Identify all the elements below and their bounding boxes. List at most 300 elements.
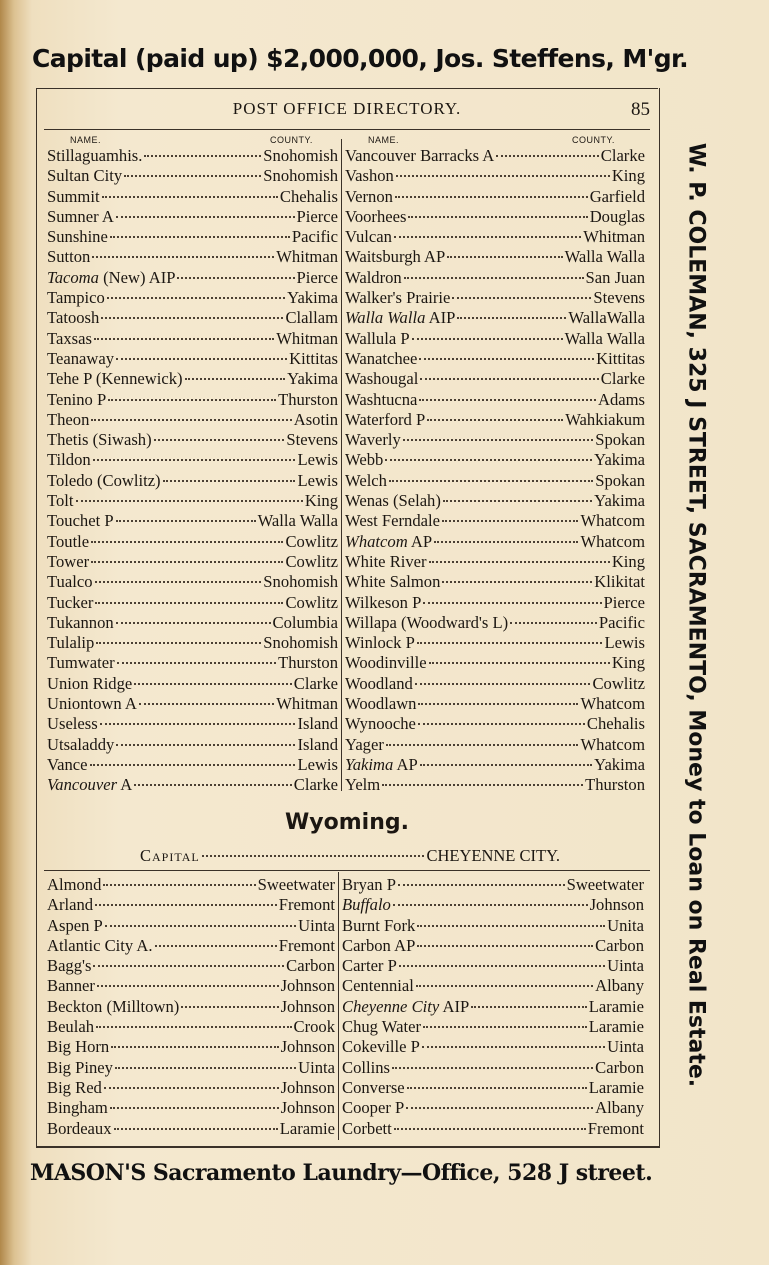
place-name: White River <box>345 551 427 571</box>
place-name: Webb <box>345 450 384 470</box>
place-name: Walker's Prairie <box>345 288 451 308</box>
place-name: Utsaladdy <box>47 734 115 754</box>
county-name: Sweetwater <box>257 875 335 894</box>
place-name: Useless <box>47 714 98 734</box>
place-name: Tatoosh <box>47 308 100 328</box>
dot-leader <box>471 1006 587 1008</box>
side-advertisement: W. P. COLEMAN, 325 J STREET, SACRAMENTO, Money to Loan on Real Estate. <box>683 142 709 1088</box>
directory-entry <box>47 714 338 734</box>
place-name: Chug Water <box>342 1017 422 1037</box>
place-name: Sultan City <box>47 166 123 186</box>
dot-leader <box>392 1067 593 1069</box>
directory-entry <box>47 976 335 996</box>
place-name: Vancouver Barracks A <box>345 146 495 165</box>
dot-leader <box>124 175 261 177</box>
dot-leader <box>111 1046 278 1048</box>
dot-leader <box>434 541 578 543</box>
dot-leader <box>154 439 285 441</box>
capital-label: Capital <box>140 846 200 865</box>
place-name: Welch <box>345 470 387 490</box>
place-name: Wilkeson P <box>345 592 422 612</box>
county-name: Whatcom <box>580 734 645 754</box>
directory-entry <box>47 1078 335 1098</box>
directory-entry <box>47 1098 335 1118</box>
dot-leader <box>457 317 566 319</box>
county-name: Yakima <box>594 450 645 470</box>
dot-leader <box>393 904 588 906</box>
county-name: Whitman <box>276 328 338 348</box>
directory-entry <box>47 1058 335 1078</box>
dot-leader <box>110 1107 279 1109</box>
county-name: Chehalis <box>586 714 645 734</box>
directory-entry <box>47 613 338 633</box>
place-name: Vance <box>47 754 88 774</box>
place-name: Cokeville P <box>342 1037 420 1057</box>
county-name: Clallam <box>285 308 338 328</box>
dot-leader <box>91 541 283 543</box>
county-name: Johnson <box>280 996 335 1016</box>
place-name: Bordeaux <box>47 1118 112 1138</box>
county-name: Kittitas <box>289 348 338 368</box>
dot-leader <box>419 358 594 360</box>
directory-entry <box>47 1017 335 1037</box>
dot-leader <box>97 985 279 987</box>
place-name: Aspen P <box>47 915 103 935</box>
wyoming-right-column <box>342 875 644 1139</box>
place-name: Atlantic City A. <box>47 935 153 955</box>
dot-leader <box>96 1026 292 1028</box>
county-name: Pacific <box>291 227 338 247</box>
directory-entry <box>345 613 645 633</box>
county-name: Uinta <box>607 1037 644 1057</box>
county-name: Unita <box>607 915 644 935</box>
directory-entry <box>345 674 645 694</box>
dot-leader <box>104 1087 279 1089</box>
dot-leader <box>423 602 601 604</box>
wyoming-rule <box>44 870 650 871</box>
directory-entry <box>345 450 645 470</box>
county-name: WallaWalla <box>568 308 645 328</box>
place-name: Sumner A <box>47 206 114 226</box>
place-name: Waitsburgh AP <box>345 247 446 267</box>
place-name: Wynooche <box>345 714 416 734</box>
wyoming-left-column <box>47 875 335 1139</box>
directory-entry <box>47 146 338 166</box>
place-name: Vashon <box>345 166 394 186</box>
place-name: Vernon <box>345 186 393 206</box>
place-name: Carbon AP <box>342 935 416 955</box>
place-name: Woodlawn <box>345 694 417 714</box>
place-name: Tolt <box>47 491 74 511</box>
county-name: Cowlitz <box>285 592 338 612</box>
county-name: King <box>611 166 645 186</box>
county-name: Stevens <box>286 430 338 450</box>
dot-leader <box>117 662 276 664</box>
county-name: Whatcom <box>580 511 645 531</box>
dot-leader <box>422 1046 605 1048</box>
directory-entry <box>345 755 645 775</box>
dot-leader <box>155 945 277 947</box>
dot-leader <box>429 662 610 664</box>
place-name: Woodinville <box>345 653 427 673</box>
place-name: Banner <box>47 976 95 996</box>
directory-entry <box>345 207 645 227</box>
dot-leader <box>177 277 294 279</box>
dot-leader <box>415 683 591 685</box>
directory-entry <box>345 532 645 552</box>
directory-entry <box>342 956 644 976</box>
place-name: White Salmon <box>345 572 441 592</box>
county-name: Whitman <box>276 247 338 267</box>
place-name: Cheyenne City AIP <box>342 996 470 1016</box>
place-name: Bingham <box>47 1098 108 1118</box>
directory-entry <box>345 349 645 369</box>
county-name: Whatcom <box>580 531 645 551</box>
directory-entry <box>345 146 645 166</box>
place-name: Winlock P <box>345 633 415 653</box>
directory-entry <box>47 593 338 613</box>
dot-leader <box>429 561 610 563</box>
dot-leader <box>403 439 593 441</box>
county-name: Snohomish <box>263 146 338 165</box>
dot-leader <box>423 1026 587 1028</box>
place-name: Vancouver A <box>47 775 133 795</box>
bottom-advertisement: MASON'S Sacramento Laundry—Office, 528 J street. <box>30 1160 653 1186</box>
place-name: Wallula P <box>345 328 410 348</box>
directory-entry <box>47 491 338 511</box>
place-name: Sutton <box>47 247 91 267</box>
directory-entry <box>342 1017 644 1037</box>
dot-leader <box>108 399 276 401</box>
place-name: Yelm <box>345 775 381 795</box>
place-name: Buffalo <box>342 895 391 915</box>
dot-leader <box>116 358 287 360</box>
county-name: Thurston <box>278 389 338 409</box>
wyoming-capital-line <box>140 846 560 866</box>
dot-leader <box>412 338 563 340</box>
county-name: Laramie <box>588 1017 644 1037</box>
directory-entry <box>345 633 645 653</box>
county-name: Cowlitz <box>592 673 645 693</box>
county-name: Walla Walla <box>564 247 645 267</box>
dot-leader <box>144 155 261 157</box>
county-name: Lewis <box>604 633 645 653</box>
dot-leader <box>416 985 593 987</box>
county-name: Johnson <box>280 976 335 996</box>
place-name: Yakima AP <box>345 754 418 774</box>
directory-entry <box>345 268 645 288</box>
dot-leader <box>95 581 262 583</box>
county-name: Douglas <box>589 206 645 226</box>
directory-entry <box>345 775 645 795</box>
place-name: Sunshine <box>47 227 108 247</box>
county-name: Sweetwater <box>566 875 644 894</box>
washington-left-column <box>47 146 338 796</box>
dot-leader <box>442 581 592 583</box>
dot-leader <box>442 520 579 522</box>
directory-entry <box>47 227 338 247</box>
dot-leader <box>116 216 295 218</box>
county-name: Laramie <box>279 1118 335 1138</box>
county-name: Spokan <box>595 430 645 450</box>
directory-entry <box>342 1119 644 1139</box>
dot-leader <box>510 622 597 624</box>
dot-leader <box>90 764 296 766</box>
county-name: Uinta <box>298 1057 335 1077</box>
dot-leader <box>116 744 295 746</box>
directory-entry <box>47 775 338 795</box>
place-name: Voorhees <box>345 206 407 226</box>
place-name: Centennial <box>342 976 414 996</box>
county-name: Lewis <box>297 754 338 774</box>
dot-leader <box>395 196 588 198</box>
dot-leader <box>382 784 583 786</box>
county-name: Crook <box>293 1017 335 1037</box>
dot-leader <box>115 1067 296 1069</box>
directory-entry <box>345 653 645 673</box>
county-name: San Juan <box>585 267 645 287</box>
directory-entry <box>47 430 338 450</box>
directory-entry <box>47 572 338 592</box>
directory-entry <box>47 450 338 470</box>
place-name: Tehe P (Kennewick) <box>47 369 183 389</box>
directory-entry <box>47 410 338 430</box>
dot-leader <box>114 1128 278 1130</box>
dot-leader <box>76 500 303 502</box>
county-name: Carbon <box>286 956 335 976</box>
place-name: Tucker <box>47 592 94 612</box>
county-name: Johnson <box>589 895 644 915</box>
county-name: Albany <box>595 976 644 996</box>
dot-leader <box>95 904 277 906</box>
dot-leader <box>181 1006 278 1008</box>
county-name: Whitman <box>583 227 645 247</box>
directory-entry <box>345 552 645 572</box>
place-name: Collins <box>342 1057 390 1077</box>
county-name: Clarke <box>293 673 338 693</box>
county-name: Yakima <box>594 754 645 774</box>
county-name: Johnson <box>280 1098 335 1118</box>
dot-leader <box>116 622 271 624</box>
place-name: Carter P <box>342 956 397 976</box>
county-name: Garfield <box>589 186 645 206</box>
place-name: Arland <box>47 895 94 915</box>
place-name: Corbett <box>342 1118 392 1138</box>
dot-leader <box>420 378 598 380</box>
place-name: Walla Walla AIP <box>345 308 456 328</box>
place-name: Touchet P <box>47 511 114 531</box>
dot-leader <box>417 642 603 644</box>
directory-entry <box>342 997 644 1017</box>
left-name-heading: NAME. <box>70 135 102 145</box>
dot-leader <box>91 419 291 421</box>
directory-entry <box>47 471 338 491</box>
dot-leader <box>103 884 255 886</box>
right-county-heading: COUNTY. <box>572 135 615 145</box>
dot-leader <box>496 155 598 157</box>
washington-right-column <box>345 146 645 796</box>
place-name: Tulalip <box>47 633 95 653</box>
dot-leader <box>417 945 593 947</box>
county-name: Yakima <box>287 288 338 308</box>
directory-entry <box>345 247 645 267</box>
county-name: Whitman <box>276 694 338 714</box>
county-name: Lewis <box>297 450 338 470</box>
dot-leader <box>92 256 274 258</box>
capital-value: CHEYENNE CITY. <box>426 846 560 865</box>
directory-entry <box>345 166 645 186</box>
county-name: Laramie <box>588 996 644 1016</box>
place-name: Uniontown A <box>47 694 137 714</box>
directory-entry <box>342 1037 644 1057</box>
county-name: Pierce <box>296 267 338 287</box>
directory-entry <box>342 976 644 996</box>
county-name: Albany <box>595 1098 644 1118</box>
dot-leader <box>96 642 261 644</box>
place-name: Washougal <box>345 369 419 389</box>
dot-leader <box>394 1128 586 1130</box>
county-name: Kittitas <box>596 348 645 368</box>
county-name: Thurston <box>278 653 338 673</box>
place-name: Toutle <box>47 531 90 551</box>
place-name: Waterford P <box>345 409 426 429</box>
county-name: Snohomish <box>263 572 338 592</box>
directory-entry <box>47 956 335 976</box>
place-name: Tenino P <box>47 389 107 409</box>
county-name: Fremont <box>278 895 335 915</box>
county-name: Columbia <box>272 612 338 632</box>
county-name: Spokan <box>595 470 645 490</box>
dot-leader <box>420 764 592 766</box>
directory-entry <box>47 1119 335 1139</box>
directory-entry <box>47 895 335 915</box>
place-name: Waverly <box>345 430 401 450</box>
county-name: Snohomish <box>263 633 338 653</box>
dot-leader <box>134 683 291 685</box>
county-name: Johnson <box>280 1037 335 1057</box>
top-advertisement: Capital (paid up) $2,000,000, Jos. Steffens, M'gr. <box>32 44 689 73</box>
dot-leader <box>452 297 591 299</box>
county-name: Laramie <box>588 1077 644 1097</box>
county-name: Stevens <box>593 288 645 308</box>
directory-entry <box>47 247 338 267</box>
place-name: Union Ridge <box>47 673 133 693</box>
directory-entry <box>342 1098 644 1118</box>
dot-leader <box>418 703 578 705</box>
directory-entry <box>47 916 335 936</box>
dot-leader <box>105 925 296 927</box>
dot-leader <box>407 1087 587 1089</box>
place-name: Vulcan <box>345 227 392 247</box>
wyoming-title: Wyoming. <box>285 810 409 835</box>
dot-leader <box>398 884 565 886</box>
place-name: Theon <box>47 409 90 429</box>
county-name: Yakima <box>287 369 338 389</box>
dot-leader <box>116 520 256 522</box>
directory-entry <box>47 390 338 410</box>
header-underline <box>44 129 650 130</box>
dot-leader <box>404 277 584 279</box>
county-name: King <box>611 551 645 571</box>
directory-entry <box>342 1078 644 1098</box>
directory-entry <box>345 694 645 714</box>
county-name: Clarke <box>600 146 645 165</box>
directory-entry <box>342 936 644 956</box>
directory-entry <box>47 997 335 1017</box>
place-name: Tualco <box>47 572 93 592</box>
dot-leader <box>102 196 278 198</box>
dot-leader <box>396 175 610 177</box>
place-name: Big Horn <box>47 1037 110 1057</box>
directory-entry <box>47 369 338 389</box>
dot-leader <box>443 500 592 502</box>
directory-entry <box>345 390 645 410</box>
place-name: Tumwater <box>47 653 115 673</box>
directory-entry <box>47 349 338 369</box>
dot-leader <box>399 965 605 967</box>
place-name: Big Red <box>47 1077 102 1097</box>
county-name: King <box>304 491 338 511</box>
directory-entry <box>342 1058 644 1078</box>
dot-leader <box>95 602 283 604</box>
dot-leader <box>163 480 296 482</box>
place-name: Wanatchee <box>345 348 418 368</box>
place-name: Almond <box>47 875 102 894</box>
directory-entry <box>47 936 335 956</box>
place-name: Tampico <box>47 288 105 308</box>
county-name: Walla Walla <box>564 328 645 348</box>
dot-leader <box>101 317 283 319</box>
left-county-heading: COUNTY. <box>270 135 313 145</box>
county-name: Yakima <box>594 491 645 511</box>
directory-entry <box>345 187 645 207</box>
directory-entry <box>345 430 645 450</box>
county-name: Pacific <box>598 612 645 632</box>
dot-leader <box>94 338 274 340</box>
directory-entry <box>345 227 645 247</box>
place-name: Summit <box>47 186 100 206</box>
dot-leader <box>107 297 285 299</box>
page-title: POST OFFICE DIRECTORY. <box>232 99 462 118</box>
county-name: Lewis <box>297 470 338 490</box>
directory-entry <box>47 755 338 775</box>
directory-entry <box>47 653 338 673</box>
dot-leader <box>406 1107 593 1109</box>
directory-entry <box>47 735 338 755</box>
dot-leader <box>447 256 562 258</box>
place-name: Beulah <box>47 1017 95 1037</box>
county-name: Cowlitz <box>285 551 338 571</box>
place-name: Whatcom AP <box>345 531 433 551</box>
county-name: Fremont <box>587 1118 644 1138</box>
dot-leader <box>385 459 592 461</box>
county-name: Carbon <box>595 1057 644 1077</box>
header-rule <box>36 88 658 89</box>
directory-entry <box>47 268 338 288</box>
directory-entry <box>47 1037 335 1057</box>
place-name: Tildon <box>47 450 91 470</box>
county-name: Island <box>297 734 338 754</box>
dot-leader <box>389 480 593 482</box>
directory-entry <box>47 329 338 349</box>
directory-entry <box>345 735 645 755</box>
place-name: Woodland <box>345 673 413 693</box>
county-name: Carbon <box>595 935 644 955</box>
directory-entry <box>342 895 644 915</box>
place-name: Burnt Fork <box>342 915 416 935</box>
county-name: Wahkiakum <box>565 409 645 429</box>
place-name: Taxsas <box>47 328 92 348</box>
